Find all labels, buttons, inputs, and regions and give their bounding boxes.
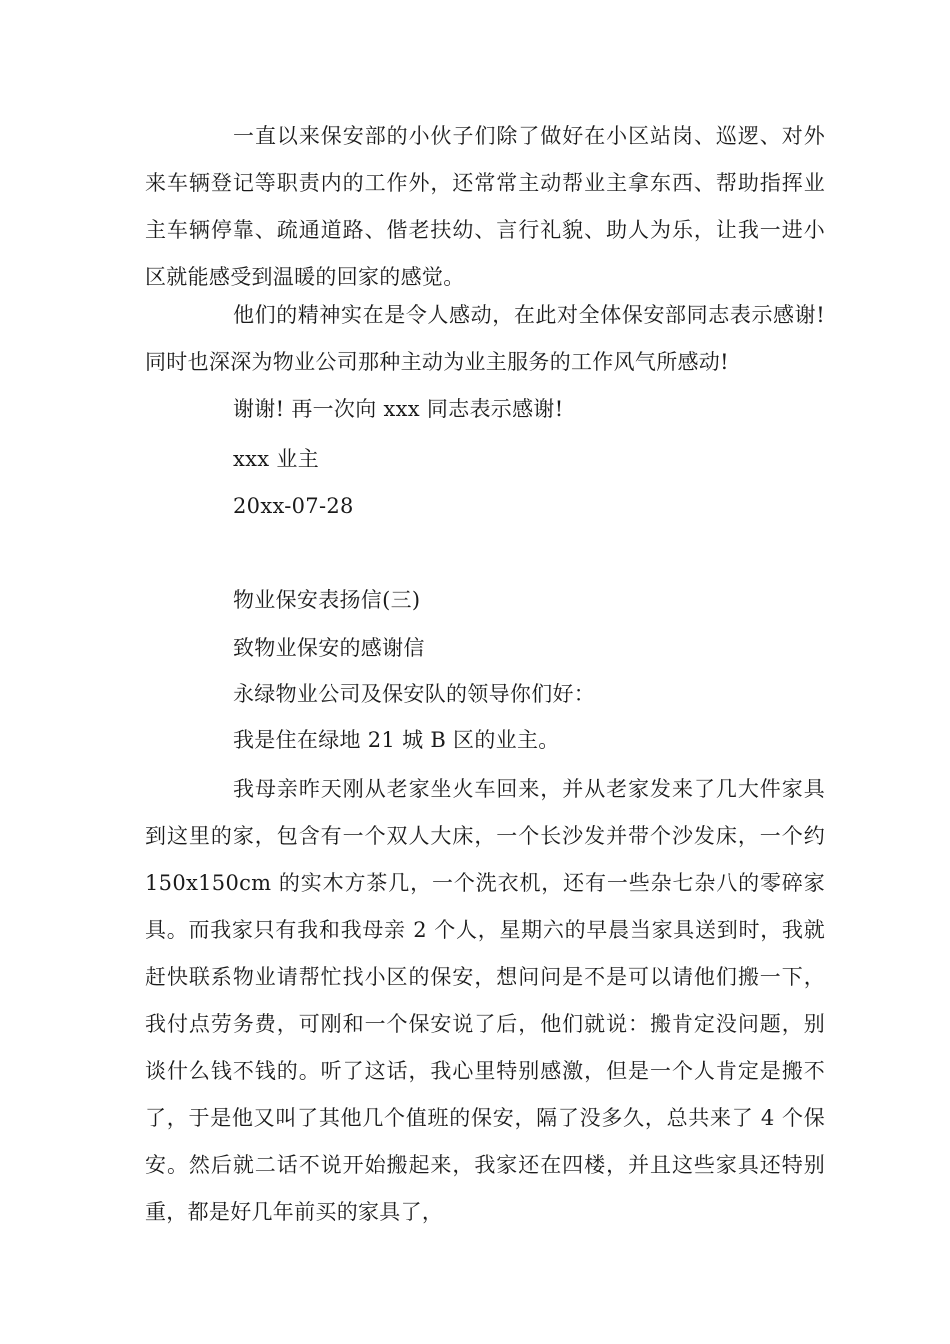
paragraph-moving-story: 我母亲昨天刚从老家坐火车回来，并从老家发来了几大件家具到这里的家，包含有一个双人大床，一个长沙发并带个沙发床，一个约 150x150cm 的实木方茶几，一个洗衣机，还有一些杂七杂八的零碎家具。而我家只有我和我母亲 2 个人，星期六的早晨当家具送到时，我就赶快联系物业请帮忙找小区的保安，想问问是不是可以请他们搬一下，我付点劳务费，可刚和一个保安说了后，他们就说：搬肯定没问题，别谈什么钱不钱的。听了这话，我心里特别感激，但是一个人肯定是搬不了，于是他又叫了其他几个值班的保安，隔了没多久，总共来了 4 个保安。然后就二话不说开始搬起来，我家还在四楼，并且这些家具还特别重，都是好几年前买的家具了， xyxy=(145,777,825,1224)
salutation-line: 永绿物业公司及保安队的领导你们好： xyxy=(233,682,596,706)
signature-line: xxx 业主 xyxy=(233,447,320,471)
paragraph-gratitude: 他们的精神实在是令人感动，在此对全体保安部同志表示感谢!同时也深深为物业公司那种主动为业主服务的工作风气所感动! xyxy=(145,303,825,374)
letter-title: 致物业保安的感谢信 xyxy=(233,636,425,660)
thanks-line: 谢谢! 再一次向 xxx 同志表示感谢! xyxy=(233,397,564,421)
paragraph-security-duties: 一直以来保安部的小伙子们除了做好在小区站岗、巡逻、对外来车辆登记等职责内的工作外，还常常主动帮业主拿东西、帮助指挥业主车辆停靠、疏通道路、偕老扶幼、言行礼貌、助人为乐，让我一进小区就能感受到温暖的回家的感觉。 xyxy=(145,124,825,289)
date-line: 20xx-07-28 xyxy=(233,494,354,518)
intro-line: 我是住在绿地 21 城 B 区的业主。 xyxy=(233,728,560,752)
section-title: 物业保安表扬信(三) xyxy=(233,588,421,612)
